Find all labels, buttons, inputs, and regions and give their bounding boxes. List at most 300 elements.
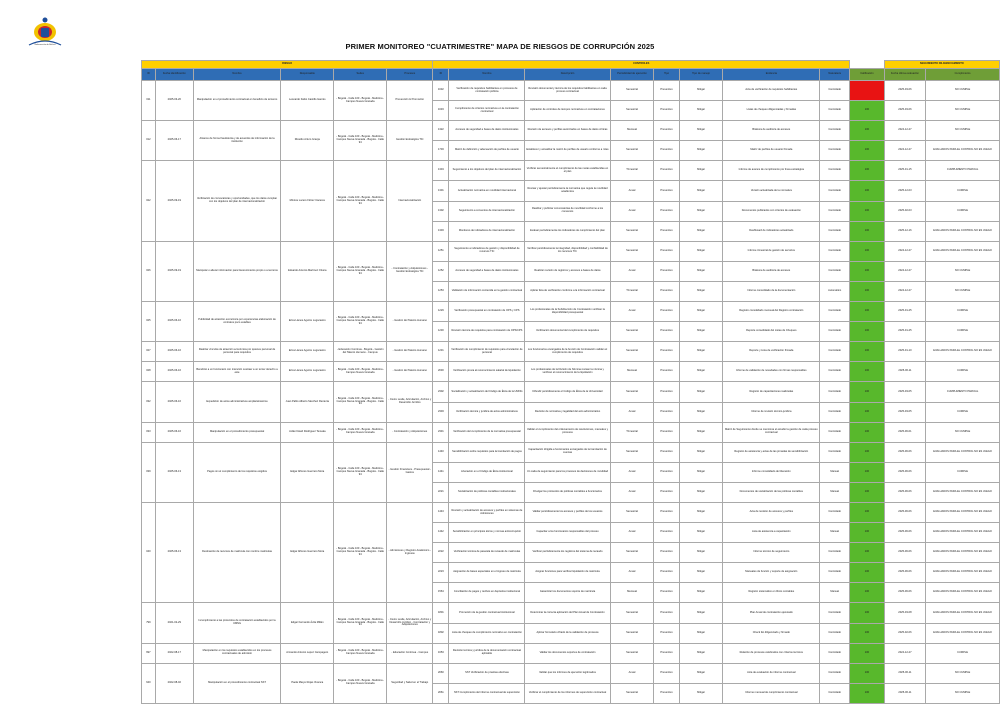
control-type: Preventivo bbox=[654, 543, 679, 563]
risk-process: - Contratación y Adquisiciones - Gestión Estratégica TIC bbox=[387, 241, 433, 301]
control-name: Verificación presupuestal en contratación de OPS y CPS bbox=[449, 302, 525, 322]
column-header: Tipo de manejo bbox=[679, 69, 723, 81]
risk-name: Manipular o alterar información para favorecimiento propio o a terceros bbox=[193, 241, 281, 301]
control-type: Preventivo bbox=[654, 623, 679, 643]
risk-sedes: - Bogotá - Calle 100 - Bogotá - Medicina - Campus Nueva Granada - Bogotá - Calle 94 bbox=[334, 161, 387, 241]
control-handling: Mitigar bbox=[679, 583, 723, 603]
control-periodicity: Semestral bbox=[610, 683, 654, 703]
control-compliance: CUMPLE bbox=[926, 643, 1000, 663]
control-name: Matriz de definición y adecuación de perfiles de usuario bbox=[449, 141, 525, 161]
control-evidence: Lista de asistencia a capacitación bbox=[723, 523, 820, 543]
risk-process: - Educación Continua - Campus bbox=[387, 643, 433, 663]
control-description: Evaluar periódicamente los indicadores de cumplimiento del plan bbox=[525, 221, 610, 241]
risk-id: 022 bbox=[142, 161, 156, 241]
risk-date: 2025-06-16 bbox=[155, 382, 193, 422]
table-row bbox=[142, 302, 1000, 322]
risk-responsible: Edgar Alfonso Guerrero Mora bbox=[281, 502, 334, 602]
control-type: Preventivo bbox=[654, 402, 679, 422]
control-description: Capacitación dirigida a funcionarios encargados de la tramitación de cuentas bbox=[525, 442, 610, 462]
control-last-evaluation: 2025-03-08 bbox=[884, 603, 925, 623]
table-row bbox=[142, 442, 1000, 462]
control-rating: 100 bbox=[850, 583, 885, 603]
control-compliance: EVALUADOS PARA EL CONTROL NO ES JUEGO bbox=[926, 623, 1000, 643]
control-last-evaluation: 2025-06-06 bbox=[884, 502, 925, 522]
risk-process: Prevención & Promoción bbox=[387, 81, 433, 121]
control-handling: Mitigar bbox=[679, 382, 723, 402]
control-periodicity: Trimestral bbox=[610, 422, 654, 442]
control-rating: 100 bbox=[850, 543, 885, 563]
control-handling: Mitigar bbox=[679, 81, 723, 101]
control-nature: Controlado bbox=[820, 221, 850, 241]
control-type: Preventivo bbox=[654, 502, 679, 522]
control-type: Preventivo bbox=[654, 583, 679, 603]
control-handling: Mitigar bbox=[679, 141, 723, 161]
risk-process: - Contratación y Adquisiciones bbox=[387, 422, 433, 442]
control-name: Validación de información contenida en la gestión contractual bbox=[449, 281, 525, 301]
control-compliance: EVALUADOS PARA EL CONTROL NO ES JUEGO bbox=[926, 141, 1000, 161]
control-evidence: Informe consolidado de la documentación bbox=[723, 281, 820, 301]
control-compliance: CUMPLE bbox=[926, 462, 1000, 482]
control-id: 1251 bbox=[433, 241, 449, 261]
risk-responsible: Julián David Rodríguez Tenuala bbox=[281, 422, 334, 442]
control-compliance: CUMPLIMIENTO PARCIAL bbox=[926, 161, 1000, 181]
control-type: Preventivo bbox=[654, 181, 679, 201]
control-handling: Mitigar bbox=[679, 523, 723, 543]
risk-name: Verificación de convocatorias y oportunidades, que los datos cumplan con los objetivos del plan de internacionalización bbox=[193, 161, 281, 241]
control-nature: Controlado bbox=[820, 563, 850, 583]
control-evidence: Informe mensual de cumplimiento contractual bbox=[723, 683, 820, 703]
control-last-evaluation: 2025-06-11 bbox=[884, 663, 925, 683]
risk-date: 2025-06-16 bbox=[155, 422, 193, 442]
risk-sedes: - Bogotá - Calle 100 - Bogotá - Medicina - Campus Nueva Granada - Bogotá - Calle 94 bbox=[334, 502, 387, 602]
risk-process: - Gestión Financiera - Presupuestal - Gastos bbox=[387, 442, 433, 502]
control-type: Preventivo bbox=[654, 281, 679, 301]
control-name: Accesos de seguridad a bases de datos institucionales bbox=[449, 121, 525, 141]
control-evidence: Registro de asistencia y actas de las jornadas de sensibilización bbox=[723, 442, 820, 462]
control-last-evaluation: 2025-12-16 bbox=[884, 221, 925, 241]
control-description: Realizar revisión de registros y accesos a bases de datos bbox=[525, 261, 610, 281]
control-evidence: Registro sistemático en libros contables bbox=[723, 583, 820, 603]
risk-sedes: - Bogotá - Calle 100 - Bogotá - Medicina - Campus Nueva Granada bbox=[334, 663, 387, 703]
control-compliance: NO CUMPLE bbox=[926, 261, 1000, 281]
control-evidence: Informe trimestral de gestión de servicios bbox=[723, 241, 820, 261]
risk-sedes: - Bogotá - Calle 100 - Bogotá - Medicina - Campus Nueva Granada - Bogotá - Calle 94 bbox=[334, 302, 387, 342]
column-header: ID bbox=[433, 69, 449, 81]
control-compliance: CUMPLE bbox=[926, 201, 1000, 221]
risk-id: 039 bbox=[142, 442, 156, 502]
control-compliance: NO CUMPLE bbox=[926, 422, 1000, 442]
control-nature: Controlado bbox=[820, 161, 850, 181]
control-handling: Mitigar bbox=[679, 683, 723, 703]
control-compliance: CUMPLE bbox=[926, 302, 1000, 322]
control-type: Preventivo bbox=[654, 422, 679, 442]
control-description: Validar periódicamente los accesos y perfiles de los usuarios bbox=[525, 502, 610, 522]
control-periodicity: Semestral bbox=[610, 342, 654, 362]
risk-matrix-table bbox=[141, 60, 1000, 704]
control-last-evaluation: 2025-03-05 bbox=[884, 402, 925, 422]
risk-name: Manipulación en los requisitos establecidos en los procesos contractuales de admisión bbox=[193, 643, 281, 663]
control-description: Aplicación de controles de tiempos normativos en contrataciones bbox=[525, 101, 610, 121]
control-last-evaluation: 2025-06-06 bbox=[884, 482, 925, 502]
control-last-evaluation: 2024-12-27 bbox=[884, 261, 925, 281]
control-evidence: Acta de revisión de accesos y perfiles bbox=[723, 502, 820, 522]
control-rating: 100 bbox=[850, 121, 885, 141]
risk-process: Seguridad y Salud en el Trabajo bbox=[387, 663, 433, 703]
control-compliance: NO CUMPLE bbox=[926, 281, 1000, 301]
risk-responsible: Mónica Lucero Flórez Cáceres bbox=[281, 161, 334, 241]
risk-sedes: - Bogotá - Calle 100 - Bogotá - Medicina - Campus Nueva Granada - Bogotá - Calle 94 bbox=[334, 442, 387, 502]
control-description: Determinar la correcta aplicación del Plan Anual de Contratación bbox=[525, 603, 610, 623]
control-evidence: Registro de capacitaciones realizadas bbox=[723, 382, 820, 402]
risk-date: 2025-06-17 bbox=[155, 121, 193, 161]
control-rating: 100 bbox=[850, 462, 885, 482]
control-handling: Mitigar bbox=[679, 643, 723, 663]
control-description: Validar los documentos soportes de contratación bbox=[525, 643, 610, 663]
control-type: Preventivo bbox=[654, 322, 679, 342]
risk-date: 2025-03-20 bbox=[155, 81, 193, 121]
control-compliance: EVALUADOS PARA EL CONTROL NO ES JUEGO bbox=[926, 221, 1000, 241]
control-rating: 100 bbox=[850, 241, 885, 261]
control-periodicity: Anual bbox=[610, 523, 654, 543]
risk-responsible: Juan Pablo Alberto Sánchez Rentería bbox=[281, 382, 334, 422]
risk-name: Destinación de recursos de matrícula con nombre matriculas bbox=[193, 502, 281, 602]
control-last-evaluation: 2025-06-11 bbox=[884, 362, 925, 382]
control-compliance: EVALUADOS PARA EL CONTROL NO ES JUEGO bbox=[926, 482, 1000, 502]
control-rating: 100 bbox=[850, 101, 885, 121]
control-type: Preventivo bbox=[654, 643, 679, 663]
control-evidence: Listas de chequeo diligenciadas y firmadas bbox=[723, 101, 820, 121]
control-last-evaluation: 2025-12-03 bbox=[884, 181, 925, 201]
risk-responsible: Erica Llanos Aguirre Lugocastro bbox=[281, 342, 334, 362]
control-evidence: Reporte consolidado del Listas de Chequeo bbox=[723, 322, 820, 342]
risk-sedes: - Bogotá - Calle 100 - Bogotá - Medicina - Campus Nueva Granada bbox=[334, 422, 387, 442]
control-compliance: CUMPLIMIENTO PARCIAL bbox=[926, 382, 1000, 402]
risk-date: 2025-06-16 bbox=[155, 302, 193, 342]
control-evidence: Plan Anual de contratación ejecutado bbox=[723, 603, 820, 623]
control-evidence: Relación de procesos celebrados con criterios técnicos bbox=[723, 643, 820, 663]
control-type: Preventivo bbox=[654, 302, 679, 322]
control-type: Preventivo bbox=[654, 101, 679, 121]
control-evidence: Informe de revisión técnico-jurídica bbox=[723, 402, 820, 422]
control-name: Accesos de seguridad a bases de datos institucionales bbox=[449, 261, 525, 281]
column-header: Nombre bbox=[449, 69, 525, 81]
risk-id: 697 bbox=[142, 643, 156, 663]
control-id: 2060 bbox=[433, 663, 449, 683]
control-last-evaluation: 2024-12-27 bbox=[884, 241, 925, 261]
risk-name: Manipulación en el procedimiento presupuestal bbox=[193, 422, 281, 442]
control-periodicity: Anual bbox=[610, 181, 654, 201]
control-evidence: Informe de avance de cumplimiento por línea estratégica bbox=[723, 161, 820, 181]
control-handling: Mitigar bbox=[679, 342, 723, 362]
control-name: Cumplimiento de criterios normativos en la contratación contractual bbox=[449, 101, 525, 121]
risk-id: 027 bbox=[142, 342, 156, 362]
control-nature: Controlado bbox=[820, 663, 850, 683]
table-row bbox=[142, 161, 1000, 181]
control-nature: Manual bbox=[820, 523, 850, 543]
table-row bbox=[142, 342, 1000, 362]
control-compliance: EVALUADOS PARA EL CONTROL NO ES JUEGO bbox=[926, 523, 1000, 543]
control-handling: Mitigar bbox=[679, 161, 723, 181]
control-evidence: Acta de verificación de requisitos habilitantes bbox=[723, 81, 820, 101]
control-periodicity: Anual bbox=[610, 563, 654, 583]
control-description: Verificar periódicamente los registros del sistema de recaudo bbox=[525, 543, 610, 563]
control-evidence: Documentos de socialización de las políticas contables bbox=[723, 482, 820, 502]
control-rating: 100 bbox=[850, 683, 885, 703]
control-last-evaluation: 2025-06-06 bbox=[884, 563, 925, 583]
control-type: Preventivo bbox=[654, 683, 679, 703]
control-last-evaluation: 2025-06-11 bbox=[884, 683, 925, 703]
control-type: Preventivo bbox=[654, 382, 679, 402]
control-id: 2223 bbox=[433, 563, 449, 583]
control-last-evaluation: 2025-03-06 bbox=[884, 81, 925, 101]
column-header: Naturaleza bbox=[820, 69, 850, 81]
risk-date: 2025-06-13 bbox=[155, 442, 193, 502]
control-handling: Mitigar bbox=[679, 603, 723, 623]
table-row bbox=[142, 422, 1000, 442]
control-id: 1801 bbox=[433, 603, 449, 623]
risk-process: Internacionalización bbox=[387, 161, 433, 241]
column-header: Procesos bbox=[387, 69, 433, 81]
column-header: Periodicidad de ejecución bbox=[610, 69, 654, 81]
control-last-evaluation: 2025-01-15 bbox=[884, 161, 925, 181]
control-description: Verificar semestralmente el cumplimiento de las metas establecidas en el plan bbox=[525, 161, 610, 181]
control-rating: 100 bbox=[850, 563, 885, 583]
control-last-evaluation: 2024-12-27 bbox=[884, 281, 925, 301]
control-description: Aplicar lista de verificación conforme a la información contractual bbox=[525, 281, 610, 301]
control-type: Preventivo bbox=[654, 221, 679, 241]
control-id: 1304 bbox=[433, 161, 449, 181]
control-rating: 100 bbox=[850, 663, 885, 683]
control-name: Verificación técnica y jurídica de actos administrativos bbox=[449, 402, 525, 422]
risk-sedes: - Bogotá - Calle 100 - Bogotá - Medicina - Campus Nueva Granada bbox=[334, 81, 387, 121]
control-handling: Mitigar bbox=[679, 482, 723, 502]
control-id: 1703 bbox=[433, 141, 449, 161]
control-id: 1230 bbox=[433, 322, 449, 342]
control-handling: Mitigar bbox=[679, 121, 723, 141]
control-evidence: Dashboard de indicadores actualizado bbox=[723, 221, 820, 241]
control-rating: 100 bbox=[850, 603, 885, 623]
control-compliance: NO CUMPLE bbox=[926, 101, 1000, 121]
control-description: Los profesionales de la Subdirección de Contratación verifican la disponibilidad presupuestal bbox=[525, 302, 610, 322]
control-description: Los profesionales de la División de Nómina revisan la nómina y verifican el reconocimiento de la liquidación bbox=[525, 362, 610, 382]
control-description: Verificación documental del cumplimiento de requisitos bbox=[525, 322, 610, 342]
column-header: Fecha última evaluación bbox=[884, 69, 925, 81]
control-rating: 100 bbox=[850, 442, 885, 462]
control-nature: Controlado bbox=[820, 543, 850, 563]
control-compliance: EVALUADOS PARA EL CONTROL NO ES JUEGO bbox=[926, 342, 1000, 362]
risk-process: Gestión Estratégica TIC bbox=[387, 121, 433, 161]
control-periodicity: Semestral bbox=[610, 221, 654, 241]
control-description: Revisión de accesos y perfiles autorizados en bases de datos críticas bbox=[525, 121, 610, 141]
control-handling: Mitigar bbox=[679, 543, 723, 563]
control-periodicity: Mensual bbox=[610, 362, 654, 382]
control-name: SST Verificación de pruebas efectivas bbox=[449, 663, 525, 683]
control-type: Preventivo bbox=[654, 462, 679, 482]
control-description: Realizar y publicar convocatorias de movilidad conforme a los convenios bbox=[525, 201, 610, 221]
control-rating: 100 bbox=[850, 482, 885, 502]
control-last-evaluation: 2024-12-27 bbox=[884, 643, 925, 663]
control-periodicity: Anual bbox=[610, 261, 654, 281]
control-id: 1231 bbox=[433, 342, 449, 362]
control-handling: Mitigar bbox=[679, 462, 723, 482]
column-header: ID bbox=[142, 69, 156, 81]
control-last-evaluation: 2025-01-25 bbox=[884, 322, 925, 342]
control-id: 1302 bbox=[433, 201, 449, 221]
control-periodicity: Semestral bbox=[610, 382, 654, 402]
risk-process: - Gestión del Talento Humano bbox=[387, 302, 433, 342]
control-nature: Controlado bbox=[820, 502, 850, 522]
control-nature: Automático bbox=[820, 281, 850, 301]
risk-id: 040 bbox=[142, 502, 156, 602]
control-evidence: Documentos publicados con criterios de evaluación bbox=[723, 201, 820, 221]
risk-id: 033 bbox=[142, 422, 156, 442]
risk-date: 2025-09-19 bbox=[155, 161, 193, 241]
risk-date: 2021-02-29 bbox=[155, 603, 193, 643]
table-row bbox=[142, 121, 1000, 141]
control-periodicity: Trimestral bbox=[610, 281, 654, 301]
risk-name: Expedición de actos administrativos amplia/siniestros bbox=[193, 382, 281, 422]
control-id: 1229 bbox=[433, 302, 449, 322]
control-handling: Mitigar bbox=[679, 663, 723, 683]
control-last-evaluation: 2025-06-06 bbox=[884, 462, 925, 482]
control-periodicity: Semestral bbox=[610, 643, 654, 663]
control-nature: Controlado bbox=[820, 101, 850, 121]
control-rating: 100 bbox=[850, 181, 885, 201]
table-row bbox=[142, 362, 1000, 382]
control-description: Validar que los informes de ejecución legitimados bbox=[525, 663, 610, 683]
risk-id: 026 bbox=[142, 241, 156, 301]
control-nature: Controlado bbox=[820, 201, 850, 221]
control-periodicity: Semestral bbox=[610, 81, 654, 101]
table-row bbox=[142, 81, 1000, 101]
control-handling: Mitigar bbox=[679, 402, 723, 422]
control-handling: Mitigar bbox=[679, 101, 723, 121]
control-compliance: NO CUMPLE bbox=[926, 683, 1000, 703]
control-id: 2303 bbox=[433, 402, 449, 422]
control-nature: Controlado bbox=[820, 121, 850, 141]
control-nature: Controlado bbox=[820, 623, 850, 643]
control-last-evaluation: 2025-01-10 bbox=[884, 342, 925, 362]
control-handling: Mitigar bbox=[679, 261, 723, 281]
control-rating: 100 bbox=[850, 422, 885, 442]
control-description: Establecer y actualizar la matriz de perfiles de usuario conforme a roles bbox=[525, 141, 610, 161]
control-evidence: Check list diligenciado y firmado bbox=[723, 623, 820, 643]
risk-id: 640 bbox=[142, 663, 156, 703]
risk-id: 028 bbox=[142, 362, 156, 382]
control-periodicity: Anual bbox=[610, 482, 654, 502]
control-evidence: Informe técnico de seguimiento bbox=[723, 543, 820, 563]
control-compliance: EVALUADOS PARA EL CONTROL NO ES JUEGO bbox=[926, 502, 1000, 522]
control-id: 1303 bbox=[433, 221, 449, 241]
control-last-evaluation: 2024-12-27 bbox=[884, 121, 925, 141]
control-nature: Controlado bbox=[820, 241, 850, 261]
control-type: Preventivo bbox=[654, 161, 679, 181]
control-periodicity: Anual bbox=[610, 201, 654, 221]
column-header: Cumplimiento bbox=[926, 69, 1000, 81]
control-evidence: Manuales de función y soporte de asignación bbox=[723, 563, 820, 583]
risk-sedes: - Bogotá - Calle 100 - Bogotá - Medicina - Campus Nueva Granada - Bogotá - Calle 94 bbox=[334, 603, 387, 643]
control-id: 1632 bbox=[433, 81, 449, 101]
control-type: Preventivo bbox=[654, 81, 679, 101]
section-riesgo: RIESGO bbox=[142, 61, 433, 69]
risk-id: 025 bbox=[142, 302, 156, 342]
control-nature: Controlado bbox=[820, 181, 850, 201]
control-name: Sensibilización sobre requisitos para la tramitación de pagos bbox=[449, 442, 525, 462]
control-nature: Controlado bbox=[820, 643, 850, 663]
control-id: 1633 bbox=[433, 101, 449, 121]
control-type: Preventivo bbox=[654, 442, 679, 462]
control-compliance: CUMPLE bbox=[926, 402, 1000, 422]
risk-sedes: - Bogotá - Calle 100 - Bogotá - Medicina - Campus Nueva Granada bbox=[334, 643, 387, 663]
control-description: Los funcionarios encargados de la función de Contratación validan el cumplimiento de requisitos bbox=[525, 342, 610, 362]
control-nature: Controlado bbox=[820, 603, 850, 623]
control-name: SST Cumplimiento del informe contractual de supervisión bbox=[449, 683, 525, 703]
column-header: Fecha identificación bbox=[155, 69, 193, 81]
control-last-evaluation: 2025-06-06 bbox=[884, 583, 925, 603]
control-rating bbox=[850, 81, 885, 101]
control-evidence: Informe de validación de novedades con firmas responsables bbox=[723, 362, 820, 382]
control-name: Verificación del cumplimiento de la normativa presupuestal bbox=[449, 422, 525, 442]
control-handling: Mitigar bbox=[679, 281, 723, 301]
control-nature: Controlado bbox=[820, 362, 850, 382]
control-nature: Controlado bbox=[820, 382, 850, 402]
control-periodicity: Semestral bbox=[610, 502, 654, 522]
control-rating: 100 bbox=[850, 382, 885, 402]
control-nature: Manual bbox=[820, 482, 850, 502]
risk-responsible: Armando Antonio Lepez Campagero bbox=[281, 643, 334, 663]
control-type: Preventivo bbox=[654, 603, 679, 623]
risk-process: - Admisiones y Registro Académico - Ingresos bbox=[387, 502, 433, 602]
control-periodicity: Anual bbox=[610, 402, 654, 422]
control-name: Seguimiento a convenios de internacionalización bbox=[449, 201, 525, 221]
control-rating: 100 bbox=[850, 281, 885, 301]
risk-responsible: Ricardo Arturo Granja bbox=[281, 121, 334, 161]
control-evidence: Bitácora de auditoría de accesos bbox=[723, 121, 820, 141]
risk-sedes: - Bogotá - Calle 100 - Bogotá - Medicina - Campus Nueva Granada - Bogotá - Calle 94 bbox=[334, 241, 387, 301]
control-handling: Mitigar bbox=[679, 422, 723, 442]
control-name: Lista de chequeo de cumplimiento normativo en contratación bbox=[449, 623, 525, 643]
control-evidence: Reporte y Lista de verificación firmada bbox=[723, 342, 820, 362]
control-compliance: CUMPLE bbox=[926, 322, 1000, 342]
control-handling: Mitigar bbox=[679, 623, 723, 643]
control-rating: 100 bbox=[850, 402, 885, 422]
control-name: Verificación previa al reconocimiento salarial de liquidación bbox=[449, 362, 525, 382]
table-row bbox=[142, 663, 1000, 683]
control-periodicity: Mensual bbox=[610, 583, 654, 603]
control-compliance: EVALUADOS PARA EL CONTROL NO ES JUEGO bbox=[926, 583, 1000, 603]
risk-responsible: Eduardo Antonio Martínez Olvera bbox=[281, 241, 334, 301]
control-nature: Controlado bbox=[820, 402, 850, 422]
control-last-evaluation: 2025-01-25 bbox=[884, 302, 925, 322]
control-last-evaluation: 2025-02-03 bbox=[884, 201, 925, 221]
risk-sedes: - Bogotá - Calle 100 - Bogotá - Medicina - Campus Nueva Granada bbox=[334, 362, 387, 382]
control-id: 2222 bbox=[433, 543, 449, 563]
control-periodicity: Semestral bbox=[610, 141, 654, 161]
control-type: Preventivo bbox=[654, 141, 679, 161]
control-description: Capacitar a los funcionarios responsables del proceso bbox=[525, 523, 610, 543]
column-header: Sedes bbox=[334, 69, 387, 81]
section-seguimiento: SEGUIMIENTO DILIGENCIAMIENTO bbox=[884, 61, 999, 69]
control-rating: 100 bbox=[850, 261, 885, 281]
control-last-evaluation: 2025-06-06 bbox=[884, 523, 925, 543]
risk-responsible: Leonardo Fabio Castillo Garcés bbox=[281, 81, 334, 121]
risk-id: 032 bbox=[142, 382, 156, 422]
control-last-evaluation: 2025-02-06 bbox=[884, 623, 925, 643]
control-id: 1802 bbox=[433, 623, 449, 643]
control-periodicity: Semestral bbox=[610, 322, 654, 342]
control-evidence: Matriz de perfiles de usuario firmada bbox=[723, 141, 820, 161]
risk-process: - Gestión del Talento Humano bbox=[387, 362, 433, 382]
